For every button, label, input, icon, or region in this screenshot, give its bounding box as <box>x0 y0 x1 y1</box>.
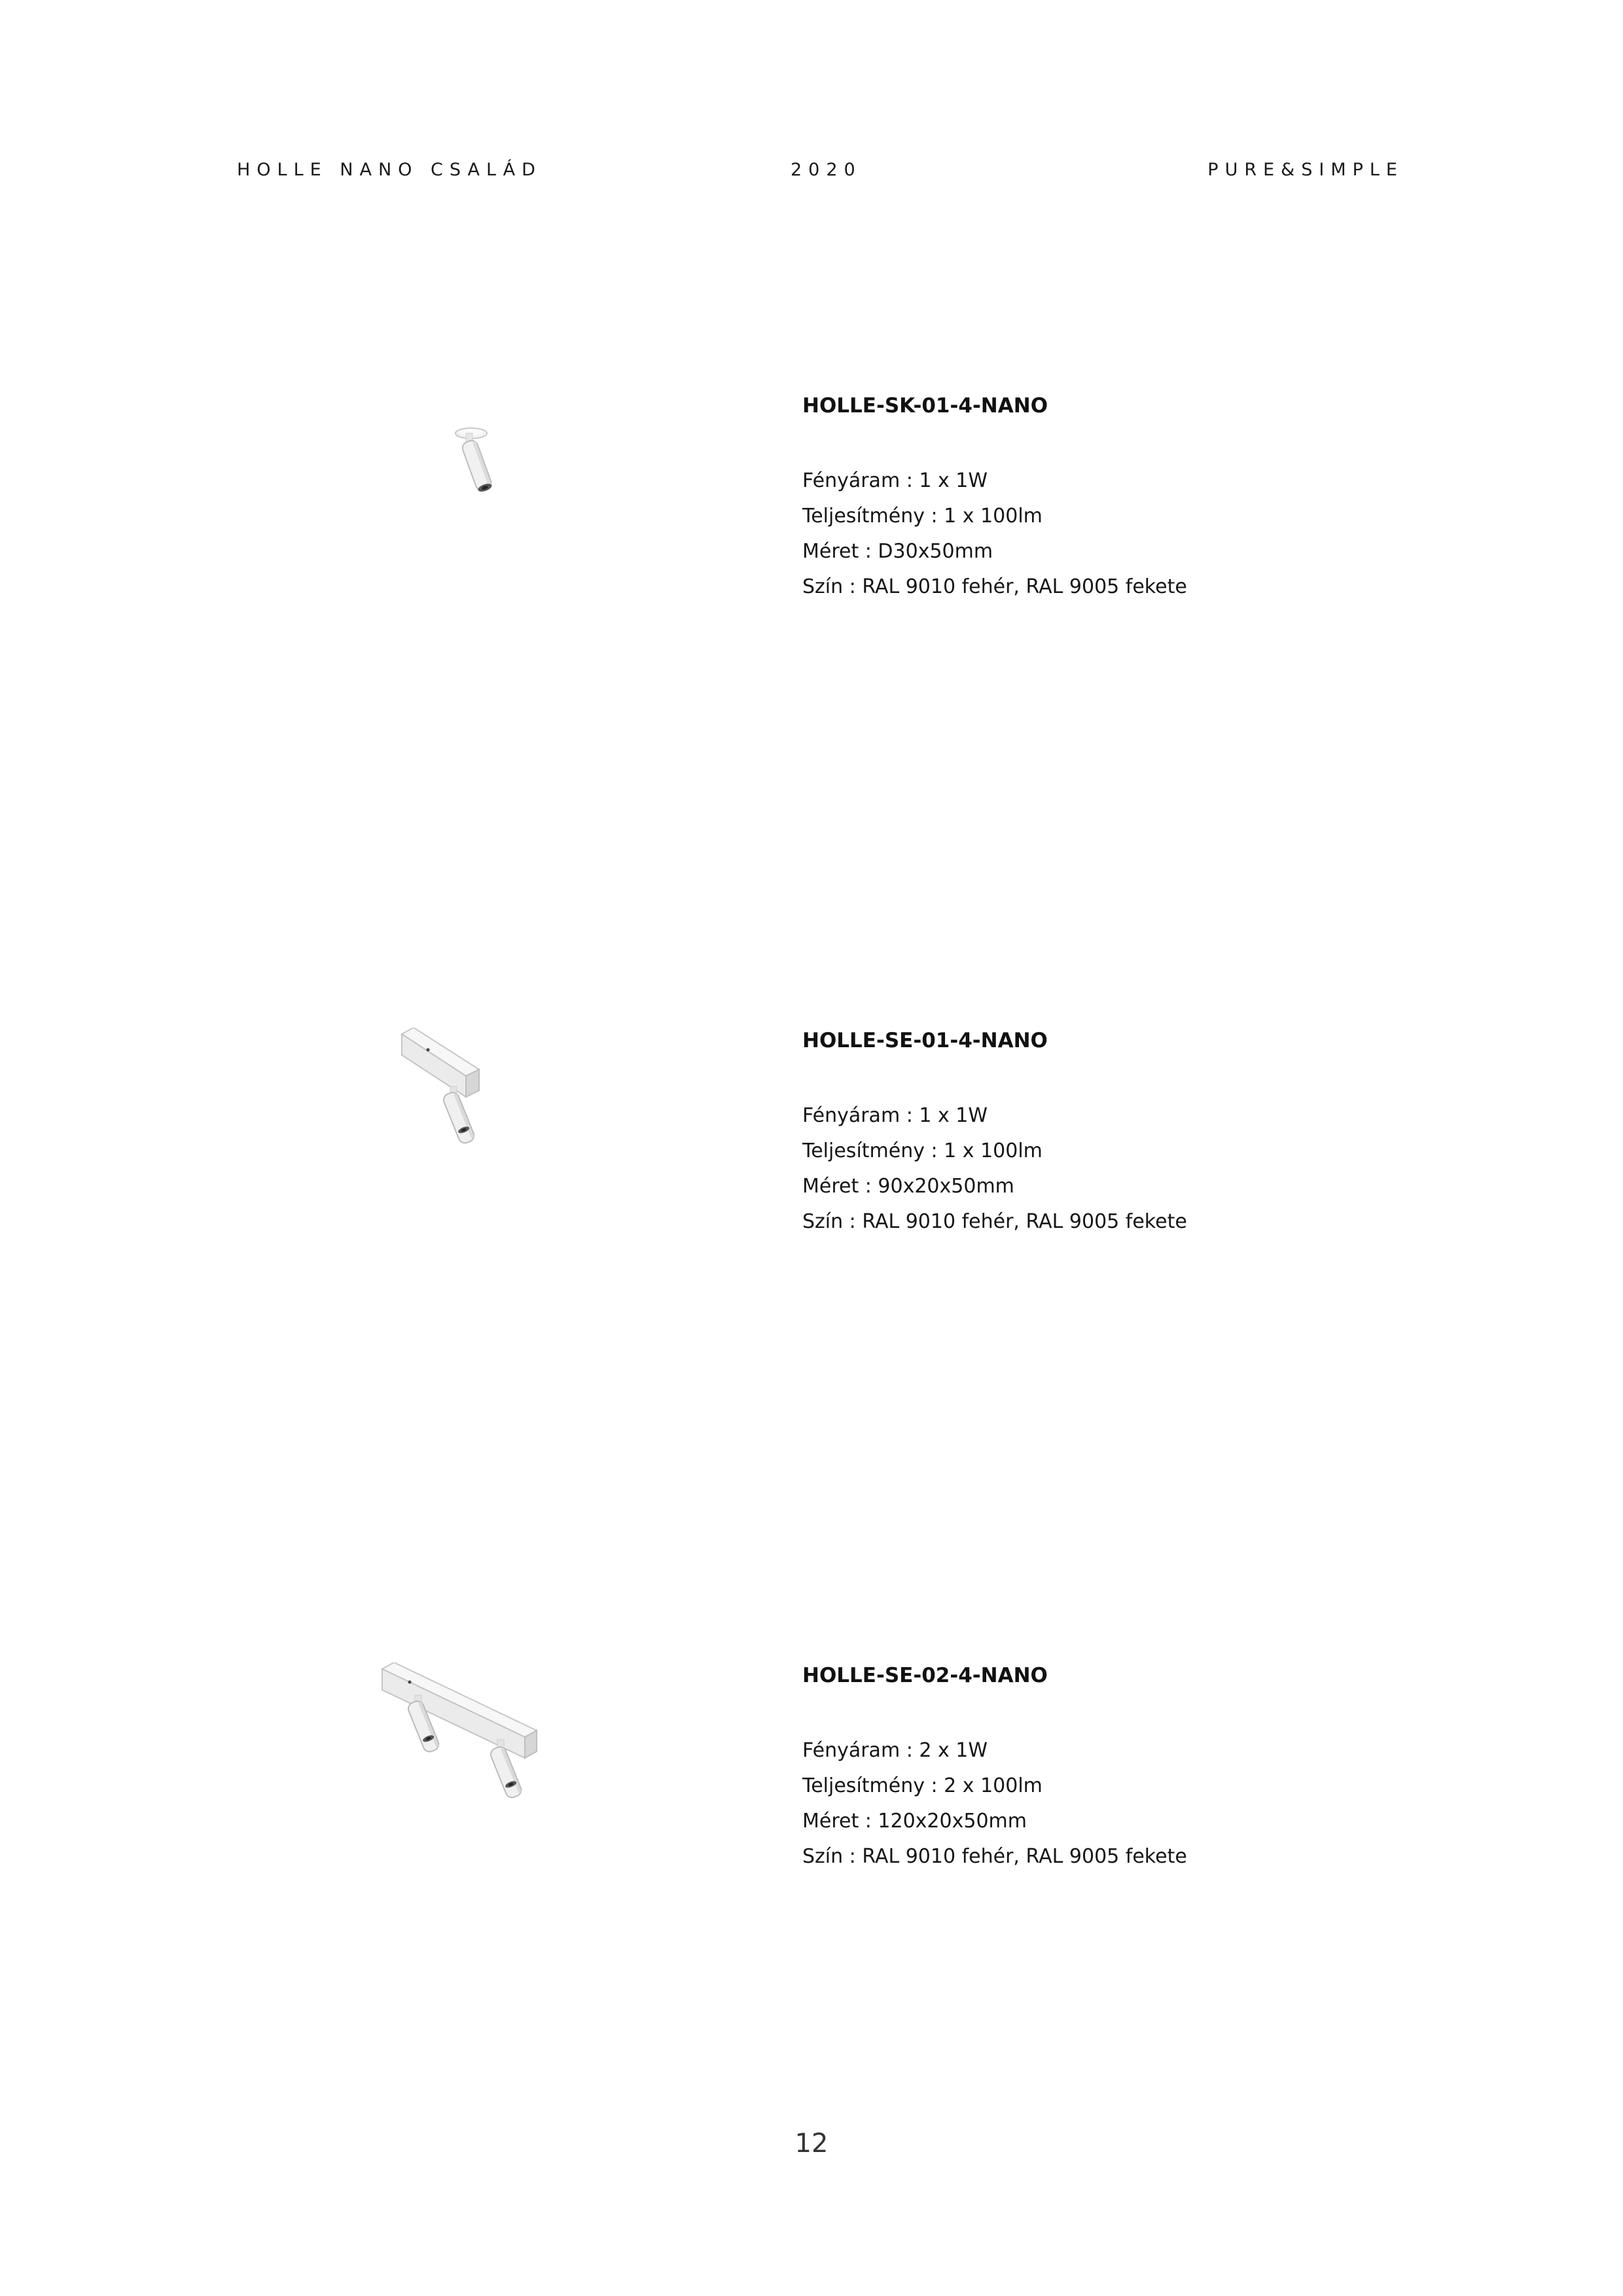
product-code: HOLLE-SK-01-4-NANO <box>802 394 1048 418</box>
spec-color: Szín : RAL 9010 fehér, RAL 9005 fekete <box>802 575 1187 598</box>
spec-luminous-flux: Fényáram : 1 x 1W <box>802 469 988 492</box>
spec-list <box>802 463 1457 605</box>
spec-color: Szín : RAL 9010 fehér, RAL 9005 fekete <box>802 1845 1187 1868</box>
product-block <box>0 1662 1623 2003</box>
spec-list <box>802 1733 1457 1874</box>
spec-size: Méret : 120x20x50mm <box>802 1810 1027 1833</box>
spec-luminous-flux: Fényáram : 2 x 1W <box>802 1739 988 1762</box>
spec-power: Teljesítmény : 2 x 100lm <box>802 1774 1043 1797</box>
product-info <box>802 1662 1457 1874</box>
product-info <box>802 1028 1457 1240</box>
header-tagline: PURE&SIMPLE <box>1207 160 1404 180</box>
spec-power: Teljesítmény : 1 x 100lm <box>802 505 1043 528</box>
product-code: HOLLE-SE-01-4-NANO <box>802 1029 1048 1052</box>
single-bar-spotlight-icon <box>366 1028 589 1224</box>
single-spotlight-icon <box>366 393 589 589</box>
product-block <box>0 393 1623 733</box>
spec-list <box>802 1098 1457 1240</box>
spec-size: Méret : 90x20x50mm <box>802 1175 1014 1198</box>
spec-color: Szín : RAL 9010 fehér, RAL 9005 fekete <box>802 1210 1187 1233</box>
header-brand-family: HOLLE NANO CSALÁD <box>237 160 542 180</box>
spec-luminous-flux: Fényáram : 1 x 1W <box>802 1104 988 1127</box>
spec-size: Méret : D30x50mm <box>802 540 993 563</box>
product-info <box>802 393 1457 605</box>
product-code: HOLLE-SE-02-4-NANO <box>802 1664 1048 1687</box>
page-header <box>0 160 1623 186</box>
header-year: 2020 <box>791 160 862 180</box>
double-bar-spotlight-icon <box>366 1662 589 1859</box>
product-block <box>0 1028 1623 1368</box>
page-number: 12 <box>794 2128 829 2159</box>
spec-power: Teljesítmény : 1 x 100lm <box>802 1139 1043 1162</box>
